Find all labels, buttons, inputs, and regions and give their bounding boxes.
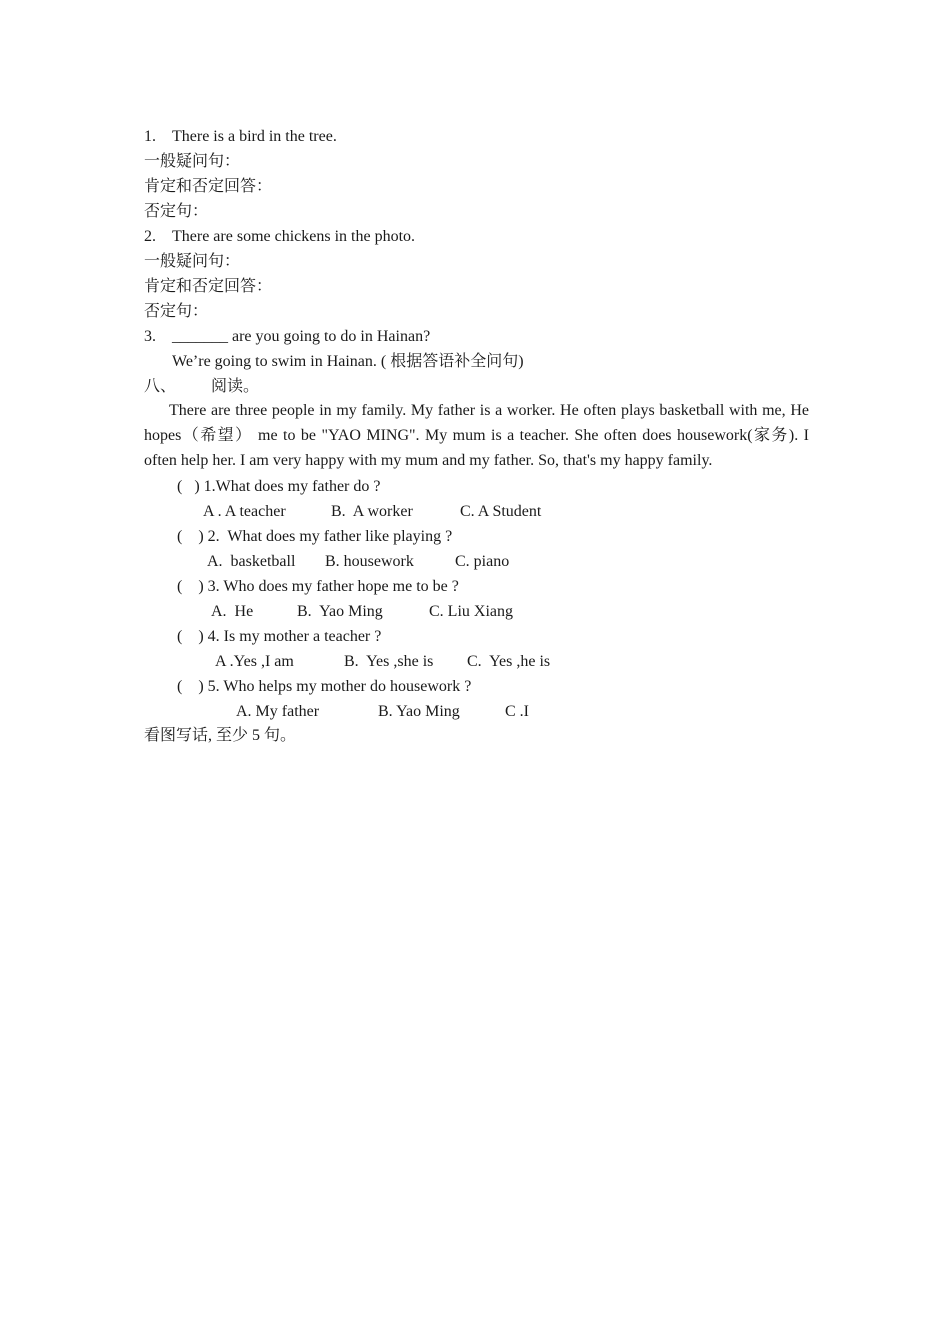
option-c: C. Liu Xiang: [429, 603, 513, 620]
reading-question-4: ( ) 4. Is my mother a teacher ?: [177, 628, 382, 645]
option-c: C. piano: [455, 553, 510, 570]
reading-question-3: ( ) 3. Who does my father hope me to be ?: [177, 578, 459, 595]
answer-prompt-yes-no-answer: 肯定和否定回答：: [144, 278, 273, 295]
reading-passage: There are three people in my family. My father is a worker. He often plays basketball with me, He hopes（希望） me to be "YAO MING". My mum is a teacher. She often does housework(家务). I often help her. I am very happy with my mum and my father. So, that's my happy family.: [144, 402, 809, 469]
answer-prompt-general-question: 一般疑问句：: [144, 253, 241, 270]
option-a: A . A teacher: [203, 503, 286, 520]
reading-question-1: ( ) 1.What does my father do ?: [177, 478, 381, 495]
question-sentence: _______ are you going to do in Hainan?: [172, 328, 431, 345]
question-1: [144, 124, 337, 149]
option-a: A. He: [211, 603, 254, 620]
answer-prompt-negative: 否定句：: [144, 303, 209, 320]
option-b: B. Yes ,she is: [344, 653, 434, 670]
option-b: B. Yao Ming: [378, 703, 460, 720]
option-c: C .I: [505, 703, 529, 720]
option-c: C. Yes ,he is: [467, 653, 551, 670]
writing-prompt: 看图写话, 至少 5 句。: [144, 727, 297, 744]
reading-question-5: ( ) 5. Who helps my mother do housework ?: [177, 678, 472, 695]
option-c: C. A Student: [460, 503, 542, 520]
option-b: B. Yao Ming: [297, 603, 383, 620]
option-b: B. A worker: [331, 503, 413, 520]
answer-prompt-negative: 否定句：: [144, 203, 209, 220]
question-number: 1.: [144, 128, 156, 145]
section-heading: [144, 374, 259, 399]
option-a: A .Yes ,I am: [215, 653, 294, 670]
question-number: 3.: [144, 328, 156, 345]
question-3-answer: We’re going to swim in Hainan. ( 根据答语补全问句): [172, 353, 524, 370]
question-number: 2.: [144, 228, 156, 245]
answer-prompt-yes-no-answer: 肯定和否定回答：: [144, 178, 273, 195]
answer-prompt-general-question: 一般疑问句：: [144, 153, 241, 170]
option-a: A. basketball: [207, 553, 296, 570]
question-3: [144, 324, 430, 349]
question-2: [144, 224, 415, 249]
question-sentence: There are some chickens in the photo.: [172, 228, 416, 245]
section-title: 阅读。: [211, 378, 260, 395]
reading-question-2: ( ) 2. What does my father like playing ?: [177, 528, 453, 545]
option-a: A. My father: [236, 703, 320, 720]
question-sentence: There is a bird in the tree.: [172, 128, 337, 145]
option-b: B. housework: [325, 553, 414, 570]
section-number: 八、: [144, 378, 177, 395]
